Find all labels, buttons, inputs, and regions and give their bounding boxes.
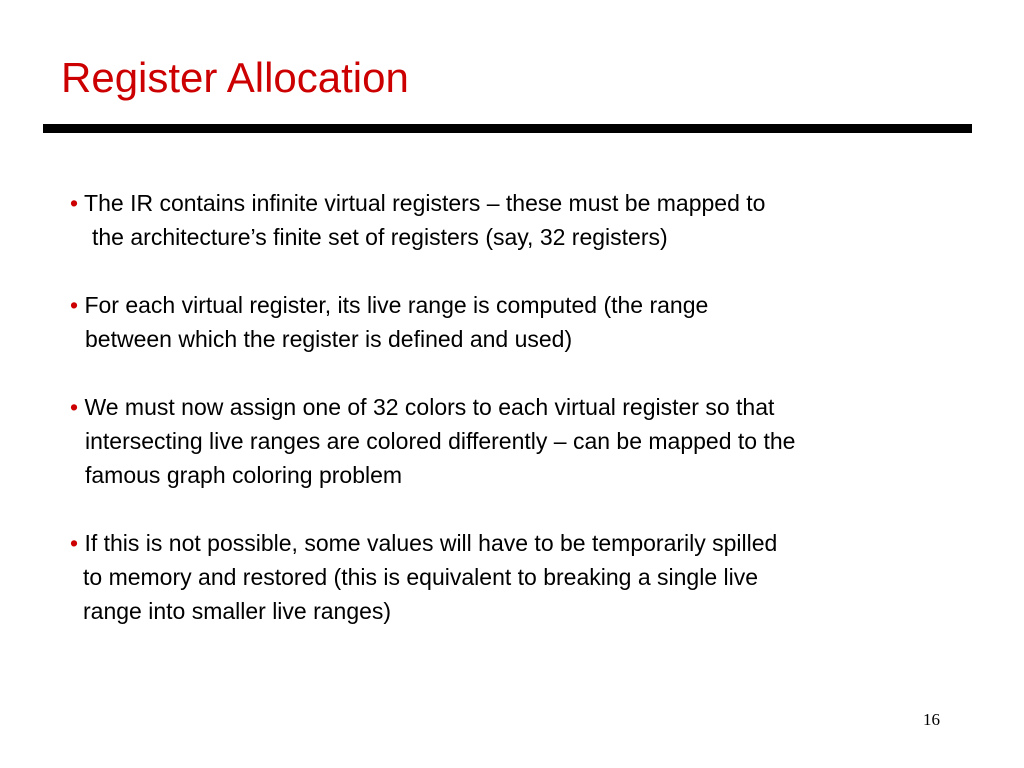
bullet-line: famous graph coloring problem [85, 462, 403, 488]
bullet-item-4 [70, 526, 990, 628]
bullet-text: For each virtual register, its live range is computed (the range [84, 292, 709, 318]
bullet-item-3 [70, 390, 990, 492]
bullet-line: to memory and restored (this is equivalent to breaking a single live [83, 564, 759, 590]
bullet-line [70, 390, 990, 424]
bullet-line: intersecting live ranges are colored differently – can be mapped to the [85, 428, 796, 454]
bullet-icon: • [70, 190, 79, 216]
bullet-icon: • [70, 530, 79, 556]
page-number: 16 [923, 710, 940, 729]
bullet-item-2 [70, 288, 990, 356]
bullet-text: We must now assign one of 32 colors to each virtual register so that [84, 394, 775, 420]
title-divider [43, 124, 972, 133]
bullet-text: The IR contains infinite virtual registers – these must be mapped to [84, 190, 766, 216]
bullet-line: the architecture’s finite set of registers (say, 32 registers) [92, 224, 668, 250]
bullet-line [70, 526, 990, 560]
bullet-line [70, 288, 990, 322]
bullet-line [70, 186, 990, 220]
bullet-icon: • [70, 292, 79, 318]
bullet-item-1 [70, 186, 990, 254]
bullet-icon: • [70, 394, 79, 420]
bullet-text: If this is not possible, some values will have to be temporarily spilled [84, 530, 778, 556]
slide-title: Register Allocation [61, 54, 409, 101]
bullet-line: range into smaller live ranges) [83, 598, 392, 624]
bullet-line: between which the register is defined and used) [85, 326, 573, 352]
bullet-list [70, 186, 990, 628]
